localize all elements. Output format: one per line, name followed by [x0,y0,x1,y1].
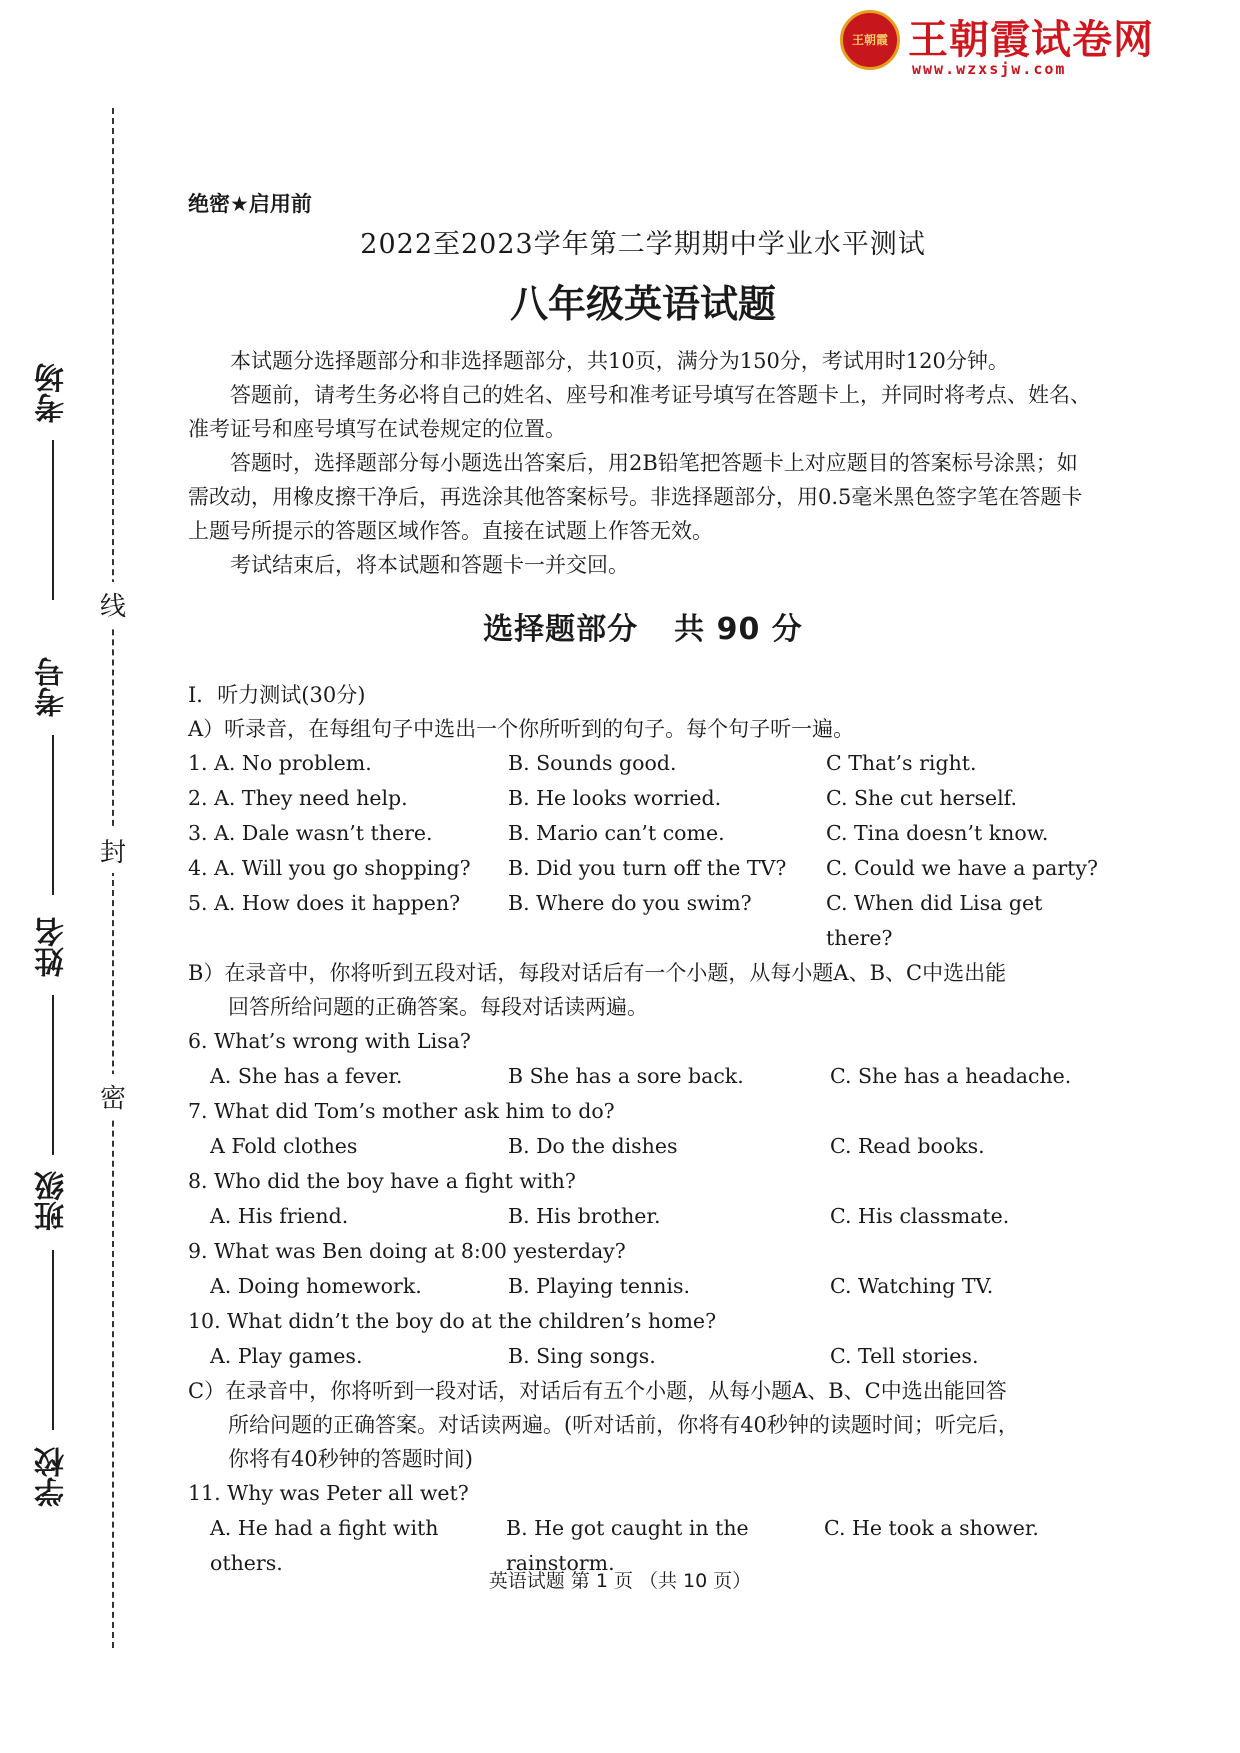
binding-word-secret: 密 [100,1074,126,1119]
binding-word-seal: 封 [100,828,126,873]
instruction-line: 你将有40秒钟的答题时间) [228,1447,473,1471]
option-c: C That’s right. [826,751,977,775]
question-stem: 9. What was Ben doing at 8:00 yesterday? [188,1239,626,1263]
option-a: 5. A. How does it happen? [188,891,461,915]
logo-url: www.wzxsjw.com [912,60,1067,78]
part-b-instruction [188,956,1098,1024]
option-b: B. His brother. [508,1204,661,1228]
option-row [188,1129,1098,1164]
note-paragraph: 答题时，选择题部分每小题选出答案后，用2B铅笔把答题卡上对应题目的答案标号涂黑；如需改动，用橡皮擦干净后，再选涂其他答案标号。非选择题部分，用0.5毫米黑色签字笔在答题卡上题号所提示的答题区域作答。直接在试题上作答无效。 [188,451,1083,543]
question-row [188,816,1098,851]
instruction-line: B）在录音中，你将听到五段对话，每段对话后有一个小题，从每小题A、B、C中选出能 [188,961,1007,985]
option-b: B. Mario can’t come. [508,821,725,845]
option-c: C. When did Lisa get there? [826,891,1043,950]
question-row [188,886,1098,956]
binding-dashed-line [112,108,114,1648]
subject-title: 八年级英语试题 [509,282,776,326]
instruction-line: 所给问题的正确答案。对话读两遍。(听对话前，你将有40秒钟的读题时间；听完后， [228,1413,1019,1437]
field-exam-room-label: 考场 [35,363,70,423]
instruction-line: 回答所给问题的正确答案。每段对话读两遍。 [228,995,648,1019]
note-paragraph: 本试题分选择题部分和非选择题部分，共10页，满分为150分，考试用时120分钟。 [230,349,1009,373]
note-paragraph: 考试结束后，将本试题和答题卡一并交回。 [230,553,629,577]
part-a-instruction: A）听录音，在每组句子中选出一个你所听到的句子。每个句子听一遍。 [188,717,855,741]
question-stem: 8. Who did the boy have a fight with? [188,1169,576,1193]
section-score: 共 90 分 [674,612,803,647]
page-footer: 英语试题 第 1 页 （共 10 页） [488,1570,752,1592]
option-row [188,1269,1098,1304]
option-a: 2. A. They need help. [188,786,408,810]
part-heading: I．听力测试(30分) [188,683,366,707]
logo-seal-icon: 王朝霞 [840,10,900,70]
note-paragraph: 答题前，请考生务必将自己的姓名、座号和准考证号填写在答题卡上，并同时将考点、姓名、准考证号和座号填写在试卷规定的位置。 [188,383,1091,441]
option-c: C. Tina doesn’t know. [826,821,1049,845]
option-c: C. She cut herself. [826,786,1018,810]
option-c: C. She has a headache. [830,1064,1072,1088]
field-name-line[interactable] [52,995,54,1155]
option-a: A. Play games. [210,1344,363,1368]
option-a: 1. A. No problem. [188,751,372,775]
option-b: B. He looks worried. [508,786,722,810]
option-c: C. Read books. [830,1134,985,1158]
option-row [188,1339,1098,1374]
option-b: B. Sounds good. [508,751,677,775]
option-a: A. She has a fever. [210,1064,403,1088]
instruction-line: C）在录音中，你将听到一段对话，对话后有五个小题，从每小题A、B、C中选出能回答 [188,1379,1007,1403]
option-a: A Fold clothes [210,1134,358,1158]
option-b: B. Did you turn off the TV? [508,856,787,880]
question-row [188,851,1098,886]
option-b: B. Sing songs. [508,1344,656,1368]
section-heading [188,604,1098,648]
question-stem: 11. Why was Peter all wet? [188,1481,469,1505]
field-exam-room-line[interactable] [52,440,54,600]
option-a: A. He had a fight with others. [210,1516,439,1575]
question-stem: 7. What did Tom’s mother ask him to do? [188,1099,615,1123]
field-exam-number-line[interactable] [52,735,54,895]
question-row [188,746,1098,781]
option-b: B. Do the dishes [508,1134,678,1158]
field-name-label: 姓名 [35,917,70,977]
exam-content [188,188,1098,1581]
field-exam-number-label: 考号 [35,657,70,717]
option-a: A. Doing homework. [210,1274,422,1298]
logo-name: 王朝霞试卷网 [908,17,1154,63]
exam-title: 2022至2023学年第二学期期中学业水平测试 [360,229,926,260]
option-a: 3. A. Dale wasn’t there. [188,821,433,845]
option-c: C. He took a shower. [824,1516,1039,1540]
binding-word-line: 线 [100,582,126,627]
secret-label: 绝密★启用前 [188,192,312,216]
option-b: B. Playing tennis. [508,1274,691,1298]
part-c-instruction [188,1374,1098,1476]
question-row [188,781,1098,816]
field-class-label: 班级 [35,1171,70,1231]
field-class-line[interactable] [52,1250,54,1430]
option-c: C. Could we have a party? [826,856,1098,880]
question-stem: 6. What’s wrong with Lisa? [188,1029,471,1053]
question-stem: 10. What didn’t the boy do at the children’s home? [188,1309,717,1333]
option-a: 4. A. Will you go shopping? [188,856,471,880]
option-b: B She has a sore back. [508,1064,744,1088]
option-c: C. Watching TV. [830,1274,994,1298]
site-logo [840,10,1220,80]
option-row [188,1059,1098,1094]
option-row [188,1199,1098,1234]
option-c: C. Tell stories. [830,1344,979,1368]
option-b: B. He got caught in the rainstorm. [506,1516,749,1575]
option-b: B. Where do you swim? [508,891,752,915]
option-a: A. His friend. [210,1204,349,1228]
option-c: C. His classmate. [830,1204,1010,1228]
field-school-label: 学校 [35,1447,70,1507]
section-title: 选择题部分 [483,612,639,647]
